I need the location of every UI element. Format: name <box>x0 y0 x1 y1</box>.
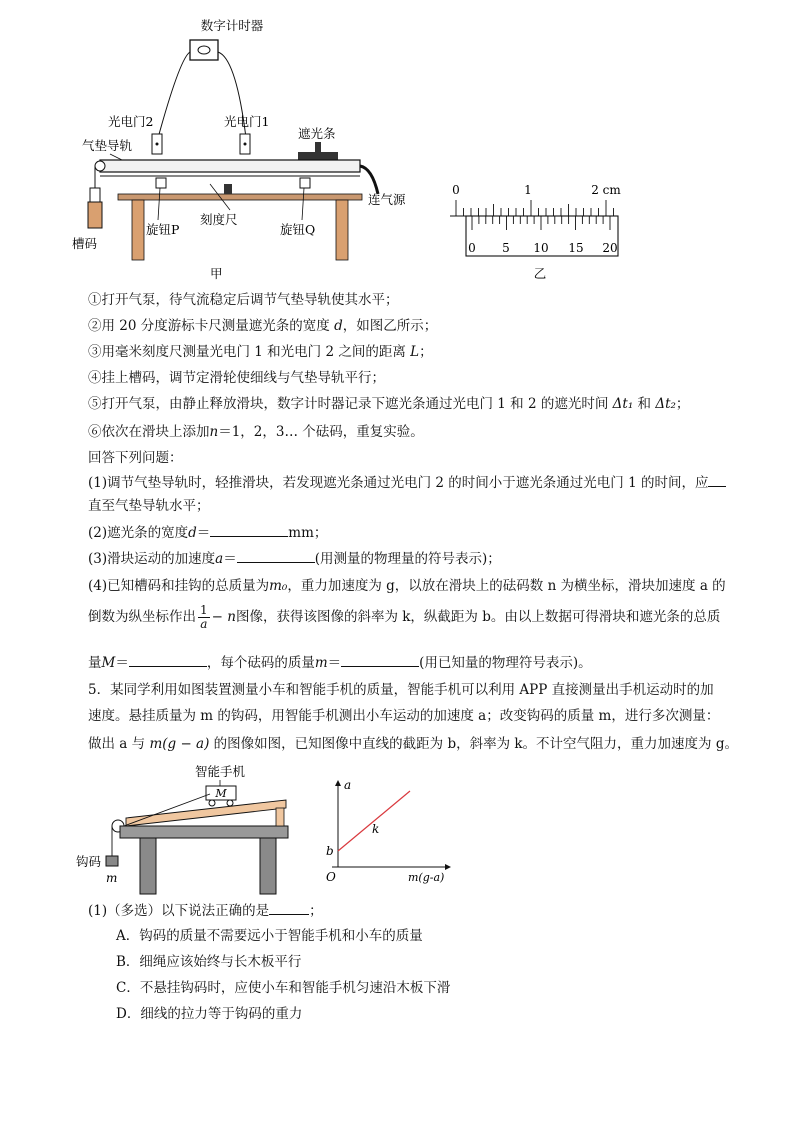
answer-blank-3[interactable] <box>237 548 315 563</box>
option-a[interactable]: A．钩码的质量不需要远小于智能手机和小车的质量 <box>116 928 423 944</box>
answer-blank-6[interactable] <box>269 900 309 915</box>
figure-vernier-caliper <box>440 180 640 290</box>
fraction-1-over-a: $\frac{1}{a}$ <box>200 603 208 631</box>
figure-cart-incline <box>70 760 310 900</box>
label-cart-mass: M <box>215 787 227 800</box>
question-1-line-1: (1)调节气垫导轨时，轻推滑块，若发现遮光条通过光电门 2 的时间小于遮光条通过光电门 1 的时间，应 <box>88 472 726 493</box>
hanging-weight <box>88 202 102 228</box>
label-smartphone: 智能手机 <box>194 764 246 779</box>
problem-5-line-1: 5．某同学利用如图装置测量小车和智能手机的质量，智能手机可以利用 APP 直接测量出手机运动时的加 <box>88 682 714 698</box>
answer-blank-1[interactable] <box>708 472 726 487</box>
question-3: (3)滑块运动的加速度a＝ (用测量的物理量的符号表示)； <box>88 548 501 569</box>
step-1: ①打开气泵，待气流稳定后调节气垫导轨使其水平； <box>88 292 399 308</box>
label-scale: 刻度尺 <box>200 212 238 227</box>
label-air-source: 连气源 <box>368 192 406 207</box>
table-top <box>118 194 362 200</box>
main-scale-0: 0 <box>452 183 460 197</box>
answer-blank-4[interactable] <box>129 652 207 667</box>
question-2: (2)遮光条的宽度d＝ mm； <box>88 522 327 543</box>
table-top <box>120 826 288 838</box>
step-5: ⑤打开气泵，由静止释放滑块，数字计时器记录下遮光条通过光电门 1 和 2 的遮光时间 Δt₁ 和 Δt₂； <box>88 396 690 412</box>
knob-q <box>300 178 310 188</box>
label-knob-p: 旋钮P <box>146 222 180 237</box>
main-scale-2cm: 2 cm <box>591 183 621 197</box>
pulley <box>95 161 105 171</box>
origin-label: O <box>326 870 336 884</box>
answer-intro: 回答下列问题： <box>88 450 183 466</box>
question-4-line-3: 量M＝ ，每个砝码的质量m＝ (用已知量的物理符号表示)。 <box>88 652 592 673</box>
label-hook-mass: m <box>106 871 118 885</box>
label-digital-timer: 数字计时器 <box>200 18 264 33</box>
label-gate-1: 光电门1 <box>224 114 270 129</box>
vernier-15: 15 <box>568 241 584 255</box>
vernier-10: 10 <box>533 241 549 255</box>
intercept-label: b <box>326 844 334 858</box>
option-b[interactable]: B．细绳应该始终与长木板平行 <box>116 954 302 970</box>
vernier-20: 20 <box>602 241 618 255</box>
label-hook: 钩码 <box>76 854 102 869</box>
vernier-0: 0 <box>468 241 476 255</box>
problem-5-line-3: 做出 a 与 m(g − a) 的图像如图，已知图像中直线的截距为 b，斜率为 k。不计空气阻力，重力加速度为 g。 <box>88 736 738 752</box>
slope-label: k <box>372 822 380 836</box>
figure-air-track <box>60 8 460 288</box>
y-axis-label: a <box>344 778 352 792</box>
answer-blank-5[interactable] <box>341 652 419 667</box>
caption-yi: 乙 <box>533 266 547 281</box>
question-4-line-2: 倒数为纵坐标作出 $\frac{1}{a}$ − n图像，获得该图像的斜率为 k，纵截距为 b。由以上数据可得滑块和遮光条的总质 <box>88 603 721 631</box>
timer-box <box>190 40 218 60</box>
step-3: ③用毫米刻度尺测量光电门 1 和光电门 2 之间的距离 L； <box>88 344 433 360</box>
step-2: ②用 20 分度游标卡尺测量遮光条的宽度 d，如图乙所示； <box>88 318 438 334</box>
knob-p <box>156 178 166 188</box>
question-4-line-1: (4)已知槽码和挂钩的总质量为m₀，重力加速度为 g，以放在滑块上的砝码数 n 为横坐标，滑块加速度 a 的 <box>88 578 726 594</box>
problem-5-line-2: 速度。悬挂质量为 m 的钩码，用智能手机测出小车运动的加速度 a；改变钩码的质量 m，进行多次测量： <box>88 708 720 724</box>
answer-blank-2[interactable] <box>210 522 288 537</box>
step-6: ⑥依次在滑块上添加n＝1，2，3… 个砝码，重复实验。 <box>88 424 424 440</box>
option-c[interactable]: C．不悬挂钩码时，应使小车和智能手机匀速沿木板下滑 <box>116 980 451 996</box>
label-light-strip: 遮光条 <box>298 126 336 141</box>
inclined-board <box>126 800 286 826</box>
data-line <box>338 791 410 851</box>
vernier-5: 5 <box>502 241 510 255</box>
label-weight: 槽码 <box>72 236 98 251</box>
label-gate-2: 光电门2 <box>108 114 154 129</box>
graph-a-vs-mga <box>318 775 458 890</box>
x-axis-label: m(g-a) <box>408 871 445 884</box>
air-track-rail <box>100 160 360 172</box>
step-4: ④挂上槽码，调节定滑轮使细线与气垫导轨平行； <box>88 370 385 386</box>
question-1-line-2: 直至气垫导轨水平； <box>88 498 210 514</box>
question-5-1: (1)（多选）以下说法正确的是 ； <box>88 900 323 921</box>
main-scale-1: 1 <box>524 183 532 197</box>
caption-jia: 甲 <box>210 266 223 281</box>
label-knob-q: 旋钮Q <box>280 222 316 237</box>
label-air-track: 气垫导轨 <box>82 138 133 153</box>
option-d[interactable]: D．细线的拉力等于钩码的重力 <box>116 1006 303 1022</box>
hook-weight <box>106 856 118 866</box>
